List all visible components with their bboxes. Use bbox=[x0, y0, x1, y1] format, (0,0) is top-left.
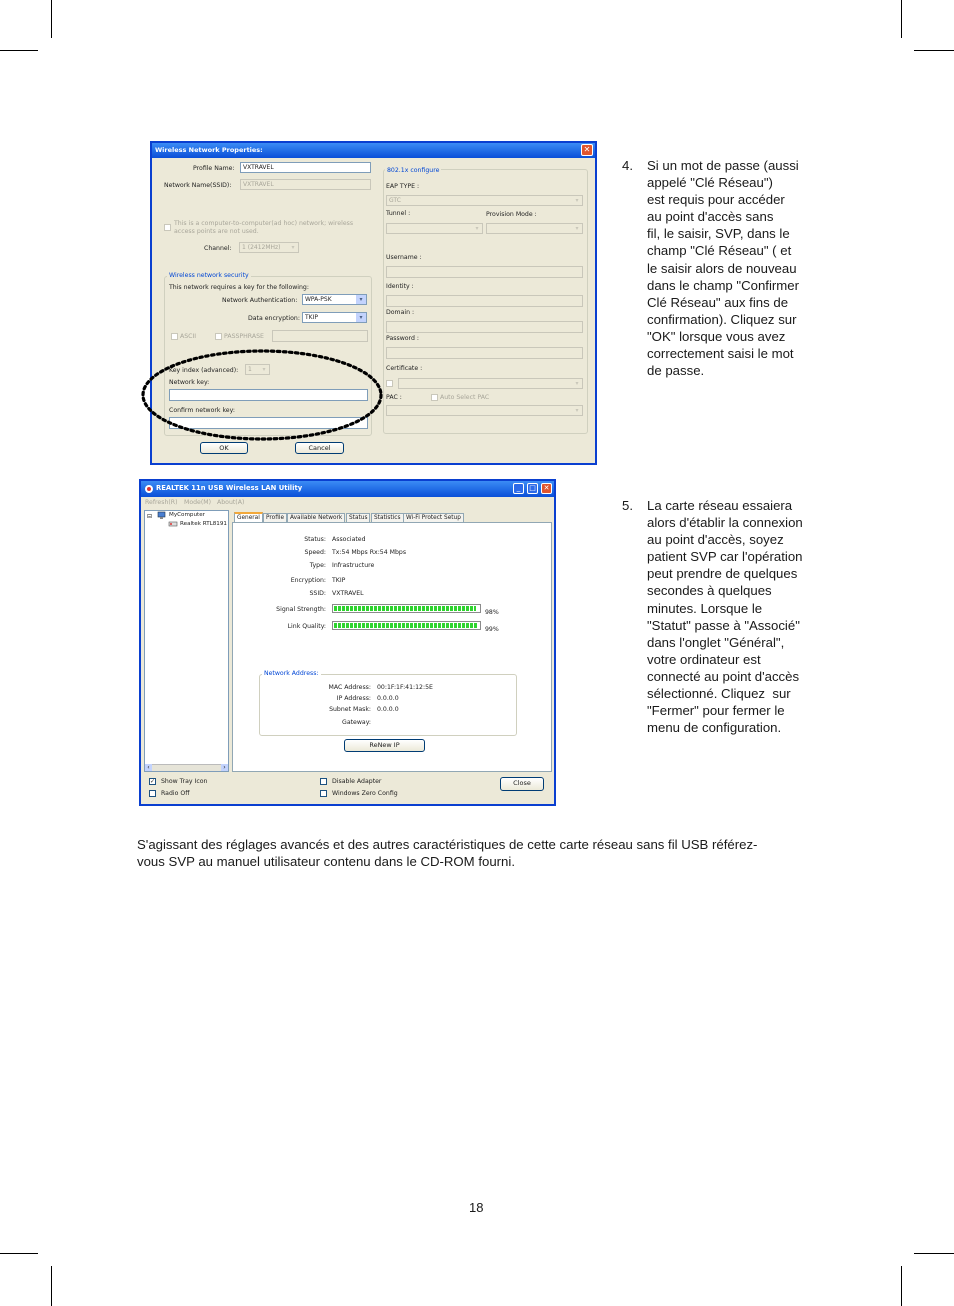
profile-name-input[interactable]: VXTRAVEL bbox=[240, 162, 371, 173]
zero-config-checkbox[interactable] bbox=[320, 790, 327, 797]
menu-about[interactable]: About(A) bbox=[217, 499, 245, 506]
step-line: secondes à quelques bbox=[647, 583, 772, 599]
tab-general[interactable]: General bbox=[234, 512, 263, 522]
adhoc-label-line2: access points are not used. bbox=[174, 228, 259, 235]
tree-adapter-label[interactable]: Realtek RTL8191 bbox=[180, 521, 227, 527]
link-quality-fill bbox=[334, 623, 478, 628]
ssid-label: SSID: bbox=[309, 590, 326, 597]
step-line: est requis pour accéder bbox=[647, 192, 785, 208]
ssid-label: Network Name(SSID): bbox=[164, 182, 232, 189]
cancel-button[interactable]: Cancel bbox=[295, 442, 344, 454]
step-4-text bbox=[647, 157, 799, 379]
chevron-down-icon: ▾ bbox=[572, 406, 582, 415]
step-5-number: 5. bbox=[622, 498, 633, 513]
step-line: alors d'établir la connexion bbox=[647, 515, 803, 531]
step-line: au point d'accès sans bbox=[647, 209, 774, 225]
step-line: Si un mot de passe (aussi bbox=[647, 158, 799, 173]
chevron-down-icon: ▾ bbox=[572, 196, 582, 205]
step-line: Clé Réseau" aux fins de bbox=[647, 294, 789, 310]
passphrase-input[interactable] bbox=[272, 330, 368, 342]
adhoc-label-line1: This is a computer-to-computer(ad hoc) network; wireless bbox=[174, 220, 354, 227]
chevron-down-icon: ▾ bbox=[259, 365, 269, 374]
chevron-down-icon: ▾ bbox=[572, 224, 582, 233]
link-quality-label: Link Quality: bbox=[287, 623, 326, 630]
passphrase-checkbox[interactable] bbox=[215, 333, 222, 340]
tree-scrollbar[interactable] bbox=[145, 764, 228, 771]
crop-mark bbox=[901, 0, 902, 38]
ip-value: 0.0.0.0 bbox=[377, 695, 399, 702]
type-value: Infrastructure bbox=[332, 562, 375, 569]
minimize-button[interactable]: _ bbox=[513, 483, 524, 494]
x8021-legend: 802.1x configure bbox=[387, 167, 440, 174]
tab-profile[interactable]: Profile bbox=[263, 513, 287, 522]
confirm-key-label: Confirm network key: bbox=[169, 407, 235, 414]
maximize-button[interactable]: □ bbox=[527, 483, 538, 494]
subnet-label: Subnet Mask: bbox=[329, 706, 371, 713]
encryption-value: TKIP bbox=[305, 314, 318, 321]
step-line: confirmation). Cliquez sur bbox=[647, 311, 797, 327]
key-index-label: Key index (advanced): bbox=[169, 367, 239, 374]
crop-mark bbox=[51, 1266, 52, 1306]
step-line: "Statut" passe à "Associé" bbox=[647, 617, 800, 633]
subnet-value: 0.0.0.0 bbox=[377, 706, 399, 713]
step-4-number: 4. bbox=[622, 158, 633, 173]
channel-select[interactable] bbox=[239, 242, 299, 253]
signal-strength-value: 98% bbox=[485, 609, 499, 616]
link-quality-bar bbox=[332, 621, 481, 630]
ssid-input[interactable]: VXTRAVEL bbox=[240, 179, 371, 190]
close-icon[interactable]: ✕ bbox=[581, 144, 593, 156]
ssid-value: VXTRAVEL bbox=[332, 590, 364, 597]
scroll-right-icon[interactable]: › bbox=[221, 764, 228, 771]
encryption-label: Encryption: bbox=[290, 577, 326, 584]
wireless-security-legend: Wireless network security bbox=[169, 272, 249, 279]
tab-statistics[interactable]: Statistics bbox=[371, 513, 404, 522]
page-number: 18 bbox=[469, 1200, 484, 1215]
encryption-label: Data encryption: bbox=[248, 315, 300, 322]
type-label: Type: bbox=[309, 562, 326, 569]
disable-adapter-label: Disable Adapter bbox=[332, 778, 382, 785]
auth-label: Network Authentication: bbox=[222, 297, 298, 304]
tree-expand-icon[interactable]: ⊟ bbox=[147, 513, 153, 520]
tab-available-network[interactable]: Available Network bbox=[287, 513, 345, 522]
pac-label: PAC : bbox=[386, 394, 402, 401]
crop-mark bbox=[51, 0, 52, 38]
ascii-checkbox[interactable] bbox=[171, 333, 178, 340]
close-icon[interactable]: ✕ bbox=[541, 483, 552, 494]
provision-select[interactable] bbox=[486, 223, 583, 234]
chevron-down-icon: ▾ bbox=[288, 243, 298, 252]
pac-select[interactable] bbox=[386, 405, 583, 416]
password-input[interactable] bbox=[386, 347, 583, 359]
domain-label: Domain : bbox=[386, 309, 415, 316]
speed-value: Tx:54 Mbps Rx:54 Mbps bbox=[332, 549, 407, 556]
dialog-title: Wireless Network Properties: bbox=[152, 143, 595, 158]
eap-type-label: EAP TYPE : bbox=[386, 183, 420, 190]
ip-label: IP Address: bbox=[336, 695, 371, 702]
username-input[interactable] bbox=[386, 266, 583, 278]
step-line: "OK" lorsque vous avez bbox=[647, 328, 786, 344]
computer-icon bbox=[157, 511, 166, 520]
ascii-label: ASCII bbox=[180, 333, 197, 340]
username-label: Username : bbox=[386, 254, 422, 261]
link-quality-value: 99% bbox=[485, 626, 499, 633]
domain-input[interactable] bbox=[386, 321, 583, 333]
step-line: correctement saisi le mot bbox=[647, 346, 794, 362]
tunnel-label: Tunnel : bbox=[386, 210, 411, 217]
ok-button[interactable]: OK bbox=[200, 442, 248, 454]
disable-adapter-checkbox[interactable] bbox=[320, 778, 327, 785]
realtek-app-icon bbox=[144, 484, 154, 494]
step-line: champ "Clé Réseau" ( et bbox=[647, 243, 792, 259]
identity-input[interactable] bbox=[386, 295, 583, 307]
zero-config-label: Windows Zero Config bbox=[332, 790, 398, 797]
step-line: appelé "Clé Réseau") bbox=[647, 175, 773, 191]
gateway-label: Gateway: bbox=[342, 719, 371, 726]
mac-label: MAC Address: bbox=[328, 684, 371, 691]
menu-mode[interactable]: Mode(M) bbox=[184, 499, 212, 506]
auth-value: WPA-PSK bbox=[305, 296, 332, 303]
step-line: dans le champ "Confirmer bbox=[647, 277, 800, 293]
crop-mark bbox=[914, 50, 954, 51]
show-tray-checkbox[interactable]: ✓ bbox=[150, 778, 156, 785]
encryption-select[interactable] bbox=[302, 312, 367, 323]
adapter-tree bbox=[144, 510, 229, 772]
crop-mark bbox=[0, 1253, 38, 1254]
utility-title: REALTEK 11n USB Wireless LAN Utility bbox=[141, 481, 554, 497]
identity-label: Identity : bbox=[386, 283, 414, 290]
highlight-ellipse bbox=[138, 347, 392, 447]
key-index-value: 1 bbox=[248, 366, 252, 373]
radio-off-label: Radio Off bbox=[161, 790, 190, 797]
step-line: menu de configuration. bbox=[647, 720, 782, 736]
signal-strength-fill bbox=[334, 606, 476, 611]
step-line: votre ordinateur est bbox=[647, 651, 761, 667]
auto-pac-checkbox[interactable] bbox=[431, 394, 438, 401]
chevron-down-icon: ▾ bbox=[356, 313, 366, 322]
step-line: de passe. bbox=[647, 363, 705, 379]
eap-type-select[interactable] bbox=[386, 195, 583, 206]
passphrase-label: PASSPHRASE bbox=[224, 333, 264, 340]
adhoc-checkbox[interactable] bbox=[164, 224, 171, 231]
footer-paragraph-line2: vous SVP au manuel utilisateur contenu dans le CD-ROM fourni. bbox=[137, 854, 515, 869]
menu-refresh[interactable]: Refresh(R) bbox=[145, 499, 178, 506]
auth-select[interactable] bbox=[302, 294, 367, 305]
tab-status[interactable]: Status bbox=[346, 513, 370, 522]
chevron-down-icon: ▾ bbox=[356, 295, 366, 304]
show-tray-label: Show Tray Icon bbox=[161, 778, 208, 785]
step-5-text bbox=[647, 497, 803, 736]
chevron-down-icon: ▾ bbox=[572, 379, 582, 388]
network-address-legend: Network Address: bbox=[264, 670, 319, 677]
channel-value: 1 (2412MHz) bbox=[242, 244, 281, 251]
encryption-value: TKIP bbox=[332, 577, 346, 584]
step-line: le saisir alors de nouveau bbox=[647, 260, 797, 276]
signal-strength-bar bbox=[332, 604, 481, 613]
certificate-select[interactable] bbox=[398, 378, 583, 389]
crop-mark bbox=[914, 1253, 954, 1254]
chevron-down-icon: ▾ bbox=[472, 224, 482, 233]
mac-value: 00:1F:1F:41:12:5E bbox=[377, 684, 433, 691]
crop-mark bbox=[901, 1266, 902, 1306]
tree-root-label[interactable]: MyComputer bbox=[169, 512, 205, 518]
step-line: au point d'accès, soyez bbox=[647, 532, 784, 548]
footer-paragraph-line1: S'agissant des réglages avancés et des autres caractéristiques de cette carte réseau sans fil USB référez- bbox=[137, 837, 758, 852]
scroll-left-icon[interactable]: ‹ bbox=[145, 764, 152, 771]
tab-wifi-protect-setup[interactable]: Wi-Fi Protect Setup bbox=[403, 513, 464, 522]
eap-type-value: GTC bbox=[389, 197, 401, 204]
network-key-label: Network key: bbox=[169, 379, 210, 386]
provision-mode-label: Provision Mode : bbox=[486, 211, 537, 218]
speed-label: Speed: bbox=[304, 549, 326, 556]
status-value: Associated bbox=[332, 536, 366, 543]
step-line: minutes. Lorsque le bbox=[647, 600, 763, 616]
renew-ip-button[interactable]: ReNew IP bbox=[344, 739, 425, 752]
close-button[interactable]: Close bbox=[500, 777, 544, 791]
step-line: patient SVP car l'opération bbox=[647, 549, 803, 565]
status-label: Status: bbox=[304, 536, 326, 543]
step-line: dans l'onglet "Général", bbox=[647, 634, 785, 650]
step-line: La carte réseau essaiera bbox=[647, 498, 793, 513]
adapter-icon bbox=[168, 520, 178, 528]
certificate-label: Certificate : bbox=[386, 365, 423, 372]
channel-label: Channel: bbox=[204, 245, 232, 252]
security-note: This network requires a key for the following: bbox=[169, 284, 309, 291]
password-label: Password : bbox=[386, 335, 419, 342]
realtek-utility-screenshot bbox=[139, 479, 556, 806]
step-line: sélectionné. Cliquez sur bbox=[647, 686, 791, 702]
crop-mark bbox=[0, 50, 38, 51]
profile-name-label: Profile Name: bbox=[193, 165, 235, 172]
step-line: peut prendre de quelques bbox=[647, 566, 798, 582]
radio-off-checkbox[interactable] bbox=[149, 790, 156, 797]
signal-strength-label: Signal Strength: bbox=[276, 606, 326, 613]
step-line: connecté au point d'accès bbox=[647, 668, 800, 684]
auto-pac-label: Auto Select PAC bbox=[440, 394, 490, 401]
step-line: fil, le saisir, SVP, dans le bbox=[647, 226, 790, 242]
tunnel-select[interactable] bbox=[386, 223, 483, 234]
step-line: "Fermer" pour fermer le bbox=[647, 703, 785, 719]
